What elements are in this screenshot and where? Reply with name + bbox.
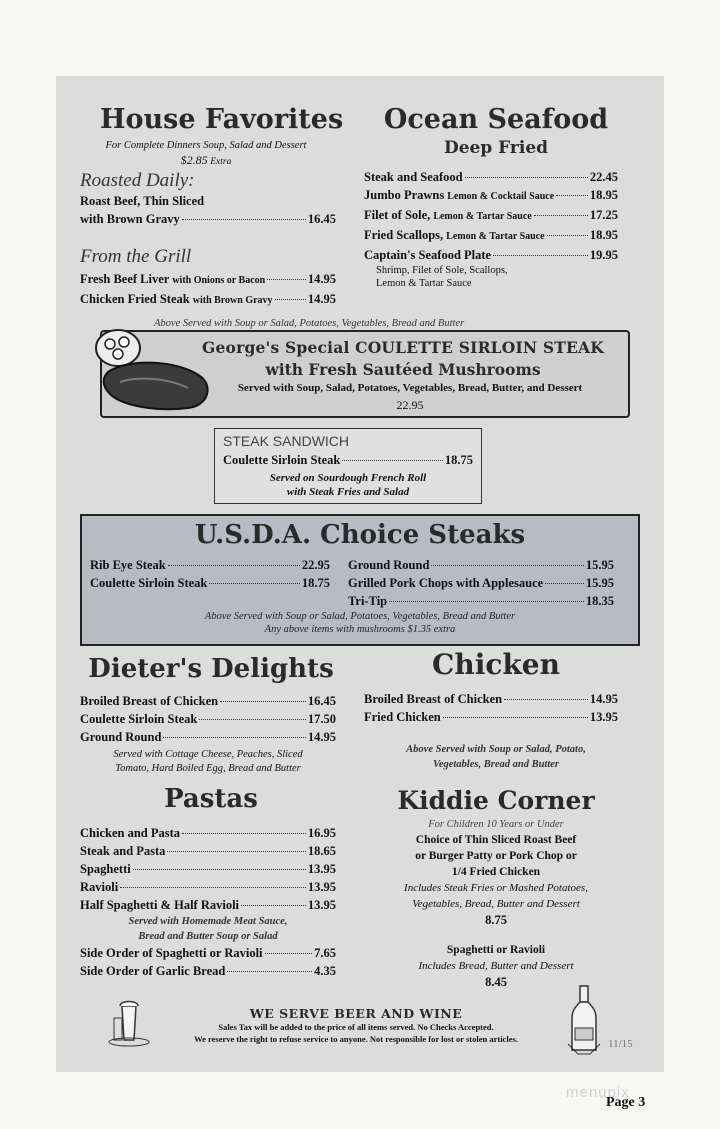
- menu-item: Rib Eye Steak 22.95: [90, 558, 330, 572]
- menu-item: Broiled Breast of Chicken 14.95: [364, 692, 618, 706]
- kiddie-includes: Includes Steak Fries or Mashed Potatoes, Vegetables, Bread, Butter and Dessert: [404, 882, 588, 910]
- dieters-note: Served with Cottage Cheese, Peaches, Sliced Tomato, Hard Boiled Egg, Bread and Butter: [113, 749, 303, 774]
- ocean-seafood-title: Ocean Seafood: [383, 104, 609, 135]
- kiddie-price-1: 8.75: [485, 913, 507, 927]
- roast-beef-line1: Roast Beef, Thin Sliced: [80, 194, 205, 208]
- dieters-list: [80, 692, 336, 776]
- house-favorites-note: [76, 139, 336, 169]
- menu-item: Half Spaghetti & Half Ravioli 13.95: [80, 898, 336, 912]
- dieters-title: Dieter's Delights: [88, 654, 334, 684]
- menu-item: Fresh Beef Liver with Onions or Bacon 14.95: [80, 272, 336, 286]
- steak-sandwich-box: [214, 428, 482, 504]
- menu-item: Chicken Fried Steak with Brown Gravy 14.95: [80, 292, 336, 306]
- page-number: Page 3: [606, 1095, 646, 1110]
- menu-item: Broiled Breast of Chicken 16.45: [80, 694, 336, 708]
- pastas-note: Served with Homemade Meat Sauce, Bread and Butter Soup or Salad: [128, 916, 288, 942]
- menu-item: Chicken and Pasta 16.95: [80, 826, 336, 840]
- kiddie-subtitle: For Children 10 Years or Under: [428, 819, 564, 830]
- kiddie-item-2-desc: Includes Bread, Butter and Dessert: [418, 960, 574, 972]
- roast-beef-line2: with Brown Gravy: [80, 212, 180, 226]
- menu-item: Tri-Tip 18.35: [348, 594, 614, 608]
- kiddie-section: [362, 818, 630, 990]
- chicken-title: Chicken: [432, 648, 560, 681]
- special-desc: Served with Soup, Salad, Potatoes, Vegetables, Bread, Butter, and Dessert: [237, 382, 583, 394]
- special-subtitle: with Fresh Sautéed Mushrooms: [265, 360, 541, 379]
- menu-item: Fried Chicken 13.95: [364, 710, 618, 724]
- date-code: 11/15: [608, 1038, 633, 1050]
- special-price: 22.95: [396, 398, 424, 412]
- usda-steaks-box: [80, 514, 640, 646]
- menu-item: Grilled Pork Chops with Applesauce 15.95: [348, 576, 614, 590]
- steak-sandwich-heading: STEAK SANDWICH: [223, 433, 350, 449]
- usda-title: U.S.D.A. Choice Steaks: [194, 520, 526, 550]
- above-served-note: Above Served with Soup or Salad, Potatoes, Vegetables, Bread and Butter: [154, 318, 465, 329]
- usda-note: Above Served with Soup or Salad, Potatoes, Vegetables, Bread and Butter Any above items with mushrooms $1.35 extra: [204, 611, 516, 635]
- wine-bottle-icon: [564, 984, 604, 1056]
- chicken-note: Above Served with Soup or Salad, Potato, Vegetables, Bread and Butter: [406, 744, 586, 770]
- menu-item: Side Order of Spaghetti or Ravioli 7.65: [80, 946, 336, 960]
- kiddie-title: Kiddie Corner: [397, 786, 595, 815]
- menu-item: Ravioli 13.95: [80, 880, 336, 894]
- complete-dinner-price: $2.85: [180, 153, 208, 167]
- tax-note: Sales Tax will be added to the price of all items served. No Checks Accepted.: [218, 1022, 494, 1032]
- menu-item: Ground Round 14.95: [80, 730, 336, 744]
- roast-beef-item: [80, 192, 336, 228]
- usda-left-list: [90, 556, 330, 592]
- roast-beef-price: 16.45: [307, 212, 336, 226]
- special-title: George's Special COULETTE SIRLOIN STEAK: [202, 338, 604, 357]
- kiddie-item-2: Spaghetti or Ravioli: [446, 944, 546, 956]
- watermark: menupix: [566, 1084, 630, 1101]
- chicken-list: [364, 690, 618, 726]
- deep-fried-subtitle: Deep Fried: [443, 138, 549, 158]
- special-banner: [100, 330, 630, 418]
- menu-item: Jumbo Prawns Lemon & Cocktail Sauce 18.95: [364, 188, 618, 202]
- menu-item: Coulette Sirloin Steak 17.50: [80, 712, 336, 726]
- beer-wine-heading: WE SERVE BEER AND WINE: [249, 1006, 463, 1021]
- seafood-list: [364, 168, 618, 290]
- complete-dinner-extra: Extra: [210, 157, 232, 167]
- kiddie-choice: Choice of Thin Sliced Roast Beef or Burger Patty or Pork Chop or 1/4 Fried Chicken: [415, 834, 577, 878]
- roasted-daily-heading: Roasted Daily:: [80, 170, 195, 191]
- refuse-note: We reserve the right to refuse service to anyone. Not responsible for lost or stolen articles.: [194, 1034, 518, 1044]
- house-favorites-title: House Favorites: [100, 104, 344, 135]
- menu-item: Filet of Sole, Lemon & Tartar Sauce 17.25: [364, 208, 618, 222]
- menu-item: Fried Scallops, Lemon & Tartar Sauce 18.95: [364, 228, 618, 242]
- kiddie-price-2: 8.45: [485, 975, 507, 989]
- menu-item: Steak and Seafood 22.45: [364, 170, 618, 184]
- menu-page: [56, 76, 664, 1072]
- menu-item: Coulette Sirloin Steak 18.75: [90, 576, 330, 590]
- menu-item: Ground Round 15.95: [348, 558, 614, 572]
- complete-dinner-note: For Complete Dinners Soup, Salad and Dessert: [105, 140, 307, 151]
- captain-plate-desc: Shrimp, Filet of Sole, Scallops, Lemon & Tartar Sauce: [376, 265, 508, 289]
- pastas-list: [80, 824, 336, 980]
- from-grill-heading: From the Grill: [80, 246, 192, 267]
- menu-item: Captain's Seafood Plate 19.95: [364, 248, 618, 262]
- menu-item: Spaghetti 13.95: [80, 862, 336, 876]
- usda-right-list: [348, 556, 614, 610]
- menu-item: Coulette Sirloin Steak 18.75: [223, 453, 473, 467]
- steak-sandwich-desc: Served on Sourdough French Roll with Steak Fries and Salad: [269, 472, 427, 498]
- grill-list: [80, 270, 336, 310]
- pastas-title: Pastas: [164, 784, 258, 814]
- menu-item: Side Order of Garlic Bread 4.35: [80, 964, 336, 978]
- menu-item: Steak and Pasta 18.65: [80, 844, 336, 858]
